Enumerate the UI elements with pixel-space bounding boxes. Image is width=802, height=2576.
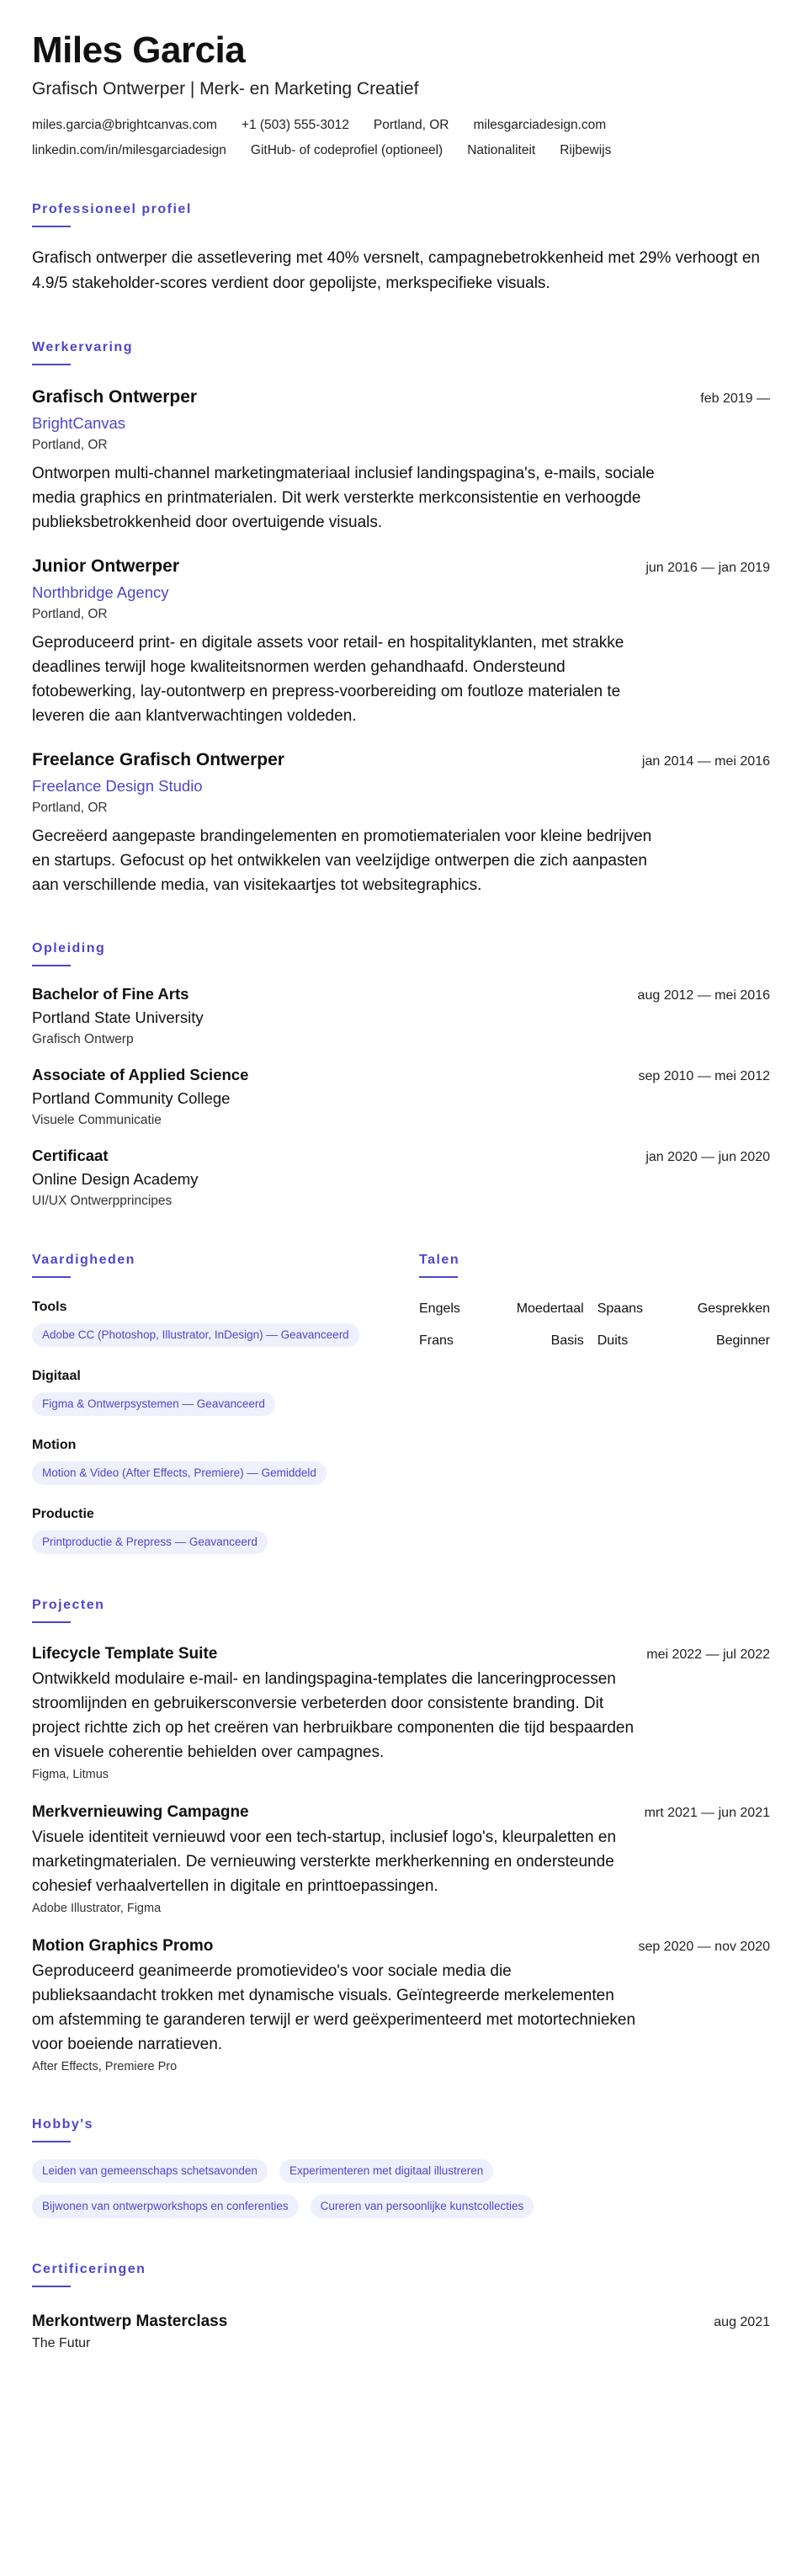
heading-underline: [32, 1621, 71, 1623]
project-title: Motion Graphics Promo: [32, 1937, 214, 1955]
languages-table: [419, 1296, 770, 1360]
heading-underline: [32, 2286, 71, 2287]
education-entry: [32, 1147, 770, 1209]
section-heading: Vaardigheden: [32, 1253, 135, 1267]
job-title: Grafisch Ontwerper: [32, 387, 198, 407]
language-name: Frans: [419, 1333, 454, 1348]
candidate-title: Grafisch Ontwerper | Merk- en Marketing Creatief: [32, 79, 419, 98]
project-dates: mrt 2021 — jun 2021: [644, 1806, 770, 1820]
job-entry: [32, 750, 770, 897]
job-location: Portland, OR: [32, 801, 108, 815]
contact-nationality: Nationaliteit: [467, 143, 536, 157]
education-school: Online Design Academy: [32, 1170, 199, 1188]
candidate-name: Miles Garcia: [32, 29, 246, 71]
hobby-chip: Leiden van gemeenschaps schetsavonden: [32, 2159, 268, 2183]
skills-languages-row: [32, 1253, 770, 1554]
heading-underline: [419, 1276, 458, 1278]
language-level: Beginner: [715, 1333, 770, 1348]
certification-entry: [32, 2313, 770, 2351]
project-entry: [32, 1803, 770, 1915]
skill-group: [32, 1300, 385, 1347]
skill-group-title: Productie: [32, 1507, 94, 1521]
project-dates: mei 2022 — jul 2022: [646, 1647, 770, 1662]
heading-underline: [32, 2141, 71, 2142]
section-heading: Hobby's: [32, 2117, 93, 2132]
job-company: BrightCanvas: [32, 414, 126, 432]
contact-website[interactable]: milesgarciadesign.com: [473, 118, 607, 132]
project-description: Visuele identiteit vernieuwd voor een tech-startup, inclusief logo's, kleurpaletten en marketingmaterialen. De vernieuwing versterkte merkherkenning en ondersteunde cohesief verhaalvertellen in digitale en printtoepassingen.: [32, 1828, 617, 1895]
job-company: Freelance Design Studio: [32, 777, 203, 795]
job-entry: [32, 556, 770, 728]
hobby-chip: Experimenteren met digitaal illustreren: [279, 2159, 493, 2183]
skills-section: [32, 1253, 385, 1554]
skill-chip: Adobe CC (Photoshop, Illustrator, InDesign) — Geavanceerd: [32, 1323, 359, 1347]
resume-header: [32, 29, 770, 158]
skill-chip: Figma & Ontwerpsystemen — Geavanceerd: [32, 1392, 275, 1416]
project-description: Geproduceerd geanimeerde promotievideo's voor sociale media die publieksaandacht trokken met dynamische visuals. Geïntegreerde merkelementen om afstemming te garanderen terwijl er werd geëxperimenteerd met motortechnieken voor boeiende narratieven.: [32, 1962, 636, 2053]
profile-summary: Grafisch ontwerper die assetlevering met 40% versnelt, campagnebetrokkenheid met 29% verhoogt en 4.9/5 stakeholder-scores verdient door gepolijste, merkspecifieke visuals.: [32, 249, 760, 292]
language-name: Engels: [419, 1301, 460, 1316]
job-location: Portland, OR: [32, 607, 108, 621]
skill-chip: Printproductie & Prepress — Geavanceerd: [32, 1530, 268, 1554]
project-tools: After Effects, Premiere Pro: [32, 2060, 178, 2073]
skill-group-title: Digitaal: [32, 1369, 81, 1383]
education-field: Grafisch Ontwerp: [32, 1032, 134, 1046]
education-school: Portland State University: [32, 1009, 204, 1026]
project-title: Lifecycle Template Suite: [32, 1645, 218, 1663]
job-entry: [32, 387, 770, 535]
skill-group: [32, 1507, 385, 1554]
job-dates: jun 2016 — jan 2019: [645, 561, 770, 575]
certification-date: aug 2021: [714, 2315, 770, 2329]
section-heading: Werkervaring: [32, 340, 133, 354]
education-degree: Certificaat: [32, 1147, 109, 1164]
skill-group: [32, 1438, 385, 1485]
job-dates: feb 2019 —: [700, 391, 770, 406]
education-dates: aug 2012 — mei 2016: [637, 988, 770, 1003]
contact-email[interactable]: miles.garcia@brightcanvas.com: [32, 118, 217, 132]
hobby-chip: Cureren van persoonlijke kunstcollecties: [311, 2195, 534, 2218]
job-title: Freelance Grafisch Ontwerper: [32, 750, 284, 769]
heading-underline: [32, 1276, 71, 1278]
contact-linkedin[interactable]: linkedin.com/in/milesgarciadesign: [32, 143, 226, 157]
projects-section: [32, 1598, 770, 2073]
heading-underline: [32, 226, 71, 227]
project-entry: [32, 1937, 770, 2073]
language-level: Moedertaal: [516, 1301, 584, 1316]
certification-name: Merkontwerp Masterclass: [32, 2313, 228, 2330]
language-level: Gesprekken: [697, 1301, 770, 1316]
project-tools: Figma, Litmus: [32, 1768, 109, 1781]
profile-section: [32, 202, 770, 296]
language-level: Basis: [550, 1333, 584, 1348]
education-degree: Bachelor of Fine Arts: [32, 985, 189, 1003]
language-name: Duits: [597, 1333, 629, 1348]
education-field: UI/UX Ontwerpprincipes: [32, 1194, 173, 1208]
contact-list: [32, 118, 770, 158]
job-description: Ontworpen multi-channel marketingmateriaal inclusief landingspagina's, e-mails, sociale media graphics en printmaterialen. Dit werk versterkte merkconsistentie en verhoogde publieksbetrokkenheid door overtuigende visuals.: [32, 465, 655, 531]
job-company: Northbridge Agency: [32, 583, 169, 601]
project-entry: [32, 1645, 770, 1781]
education-entry: [32, 1066, 770, 1128]
contact-phone[interactable]: +1 (503) 555-3012: [241, 118, 349, 132]
education-entry: [32, 985, 770, 1047]
language-row: [419, 1296, 770, 1328]
education-school: Portland Community College: [32, 1089, 231, 1107]
job-description: Geproduceerd print- en digitale assets voor retail- en hospitalityklanten, met strakke deadlines terwijl hoge kwaliteitsnormen werden gehandhaafd. Ondersteund fotobewerking, lay-outontwerp en prepress-voorbereiding om foutloze materialen te leveren die aan klantverwachtingen voldeden.: [32, 634, 624, 725]
project-title: Merkvernieuwing Campagne: [32, 1803, 249, 1821]
project-dates: sep 2020 — nov 2020: [638, 1940, 770, 1954]
job-description: Gecreëerd aangepaste brandingelementen en promotiematerialen voor kleine bedrijven en startups. Gefocust op het ontwikkelen van veelzijdige ontwerpen die zich aanpasten aan verschillende media, van visitekaartjes tot websitegraphics.: [32, 828, 652, 894]
language-row: [419, 1328, 770, 1360]
section-heading: Projecten: [32, 1598, 105, 1612]
heading-underline: [32, 364, 71, 365]
skill-group-title: Motion: [32, 1438, 77, 1452]
job-location: Portland, OR: [32, 438, 108, 452]
section-heading: Opleiding: [32, 941, 106, 955]
section-heading: Talen: [419, 1253, 460, 1267]
project-tools: Adobe Illustrator, Figma: [32, 1902, 162, 1915]
skill-group: [32, 1369, 385, 1416]
hobby-chip: Bijwonen van ontwerpworkshops en conferenties: [32, 2195, 299, 2218]
education-section: [32, 941, 770, 1209]
heading-underline: [32, 965, 71, 966]
languages-section: [419, 1253, 770, 1554]
section-heading: Professioneel profiel: [32, 202, 192, 216]
contact-github[interactable]: GitHub- of codeprofiel (optioneel): [250, 143, 443, 157]
education-dates: sep 2010 — mei 2012: [638, 1069, 770, 1083]
job-dates: jan 2014 — mei 2016: [641, 754, 770, 769]
hobbies-section: [32, 2117, 770, 2218]
skill-group-title: Tools: [32, 1300, 67, 1314]
education-dates: jan 2020 — jun 2020: [645, 1150, 770, 1164]
education-degree: Associate of Applied Science: [32, 1066, 249, 1083]
skill-chip: Motion & Video (After Effects, Premiere) — Gemiddeld: [32, 1461, 327, 1485]
education-field: Visuele Communicatie: [32, 1113, 162, 1127]
language-name: Spaans: [597, 1301, 643, 1316]
experience-section: [32, 340, 770, 897]
certifications-section: [32, 2262, 770, 2351]
certification-issuer: The Futur: [32, 2336, 91, 2350]
project-description: Ontwikkeld modulaire e-mail- en landingspagina-templates die lanceringprocessen stroomlijnden en gebruikersconversie verbeterden door consistente branding. Dit project richtte zich op het creëren van herbruikbare componenten die tijd bespaarden en visuele coherentie behielden over campagnes.: [32, 1670, 635, 1761]
job-title: Junior Ontwerper: [32, 556, 180, 576]
hobby-list: [32, 2154, 770, 2218]
contact-drivers-license: Rijbewijs: [560, 143, 612, 157]
section-heading: Certificeringen: [32, 2262, 146, 2276]
contact-location: Portland, OR: [373, 118, 449, 132]
